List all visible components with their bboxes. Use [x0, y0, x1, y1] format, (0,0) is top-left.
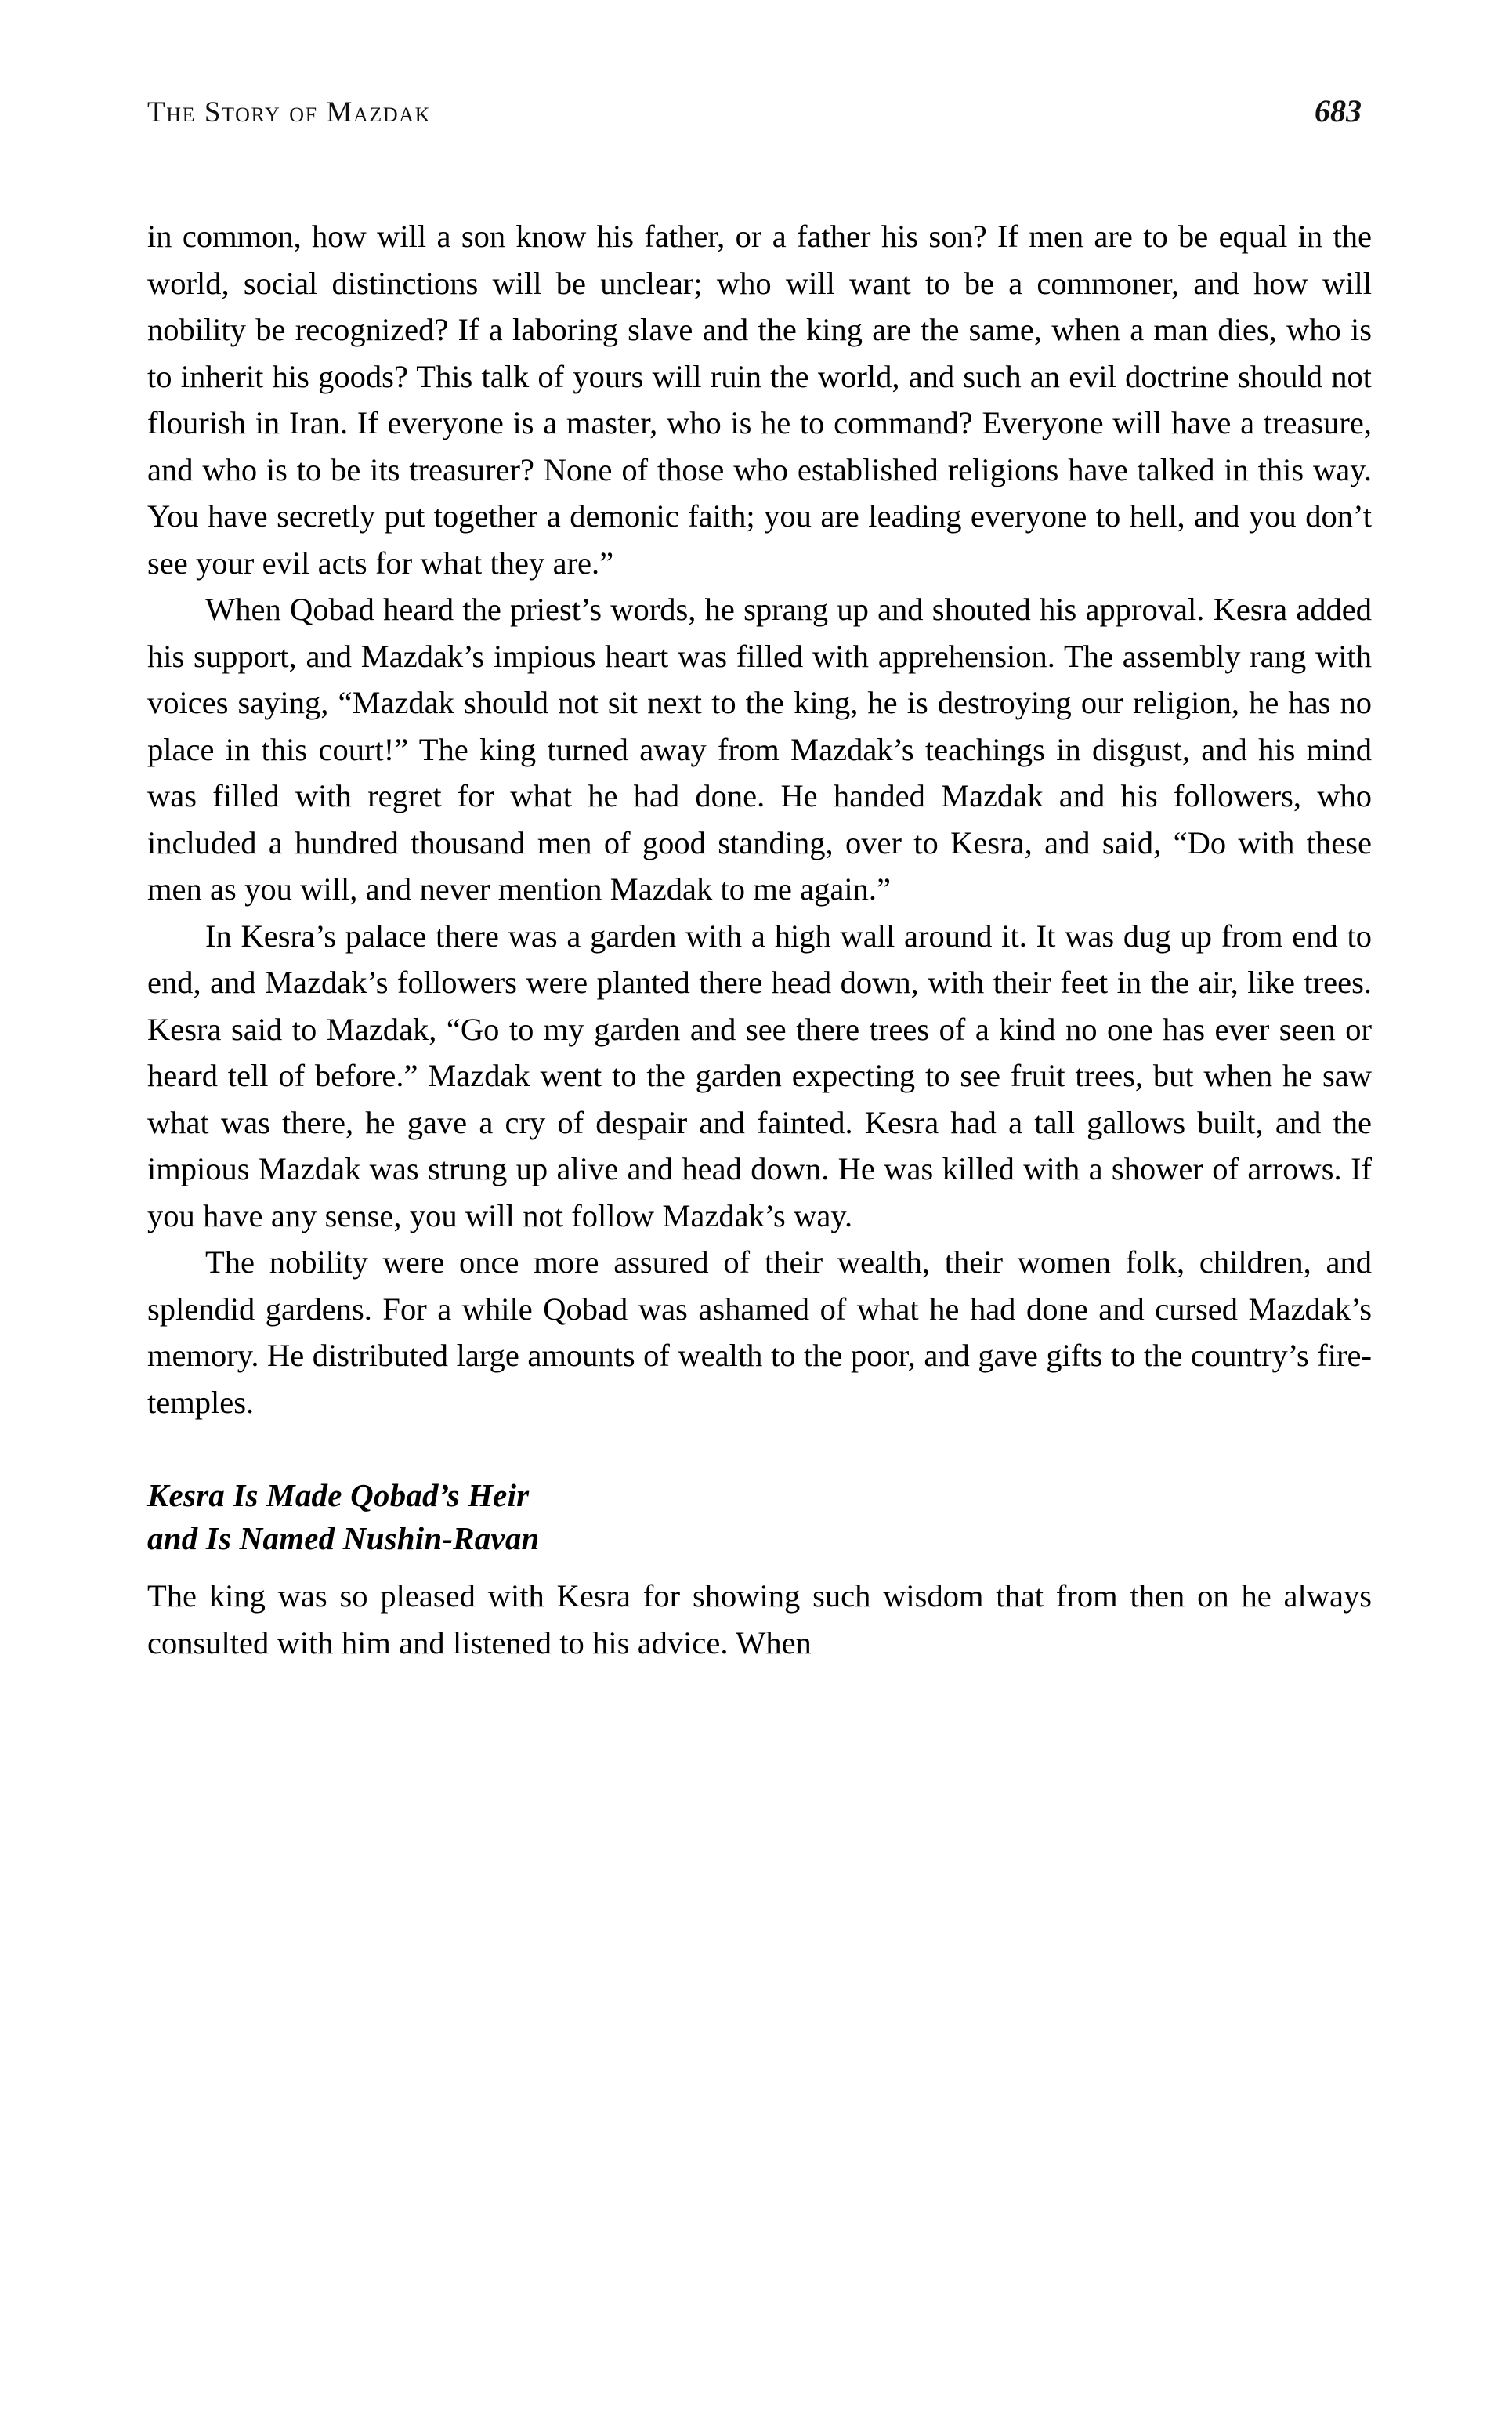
section-heading-line-2: and Is Named Nushin-Ravan — [147, 1520, 540, 1556]
text-block — [147, 213, 1372, 1666]
page-number: 683 — [1315, 93, 1362, 129]
paragraph-nobility-assured: The nobility were once more assured of their wealth, their women folk, children, and splendid gardens. For a while Qobad was ashamed of what he had done and cursed Mazdak’s memory. He distributed large amounts of wealth to the poor, and gave gifts to the country’s fire-temples. — [147, 1244, 1372, 1420]
running-head — [147, 92, 1366, 139]
paragraph-kesra-named-heir: The king was so pleased with Kesra for showing such wisdom that from then on he always consulted with him and listened to his advice. When — [147, 1578, 1372, 1661]
running-head-title: The Story of Mazdak — [147, 96, 431, 129]
paragraph-kesra-garden: In Kesra’s palace there was a garden with a high wall around it. It was dug up from end to end, and Mazdak’s followers were planted there head down, with their feet in the air, like trees. Kesra said to Mazdak, “Go to my garden and see there trees of a kind no one has ever seen or heard tell of before.” Mazdak went to the garden expecting to see fruit trees, but when he saw what was there, he gave a cry of despair and fainted. Kesra had a tall gallows built, and the impious Mazdak was strung up alive and head down. He was killed with a shower of arrows. If you have any sense, you will not follow Mazdak’s way. — [147, 918, 1372, 1233]
section-heading — [147, 1425, 1372, 1560]
paragraph-qobad-hears: When Qobad heard the priest’s words, he sprang up and shouted his approval. Kesra added his support, and Mazdak’s impious heart was filled with apprehension. The assembly rang with voices saying, “Mazdak should not sit next to the king, he is destroying our religion, he has no place in this court!” The king turned away from Mazdak’s teachings in disgust, and his mind was filled with regret for what he had done. He handed Mazdak and his followers, who included a hundred thousand men of good standing, over to Kesra, and said, “Do with these men as you will, and never mention Mazdak to me again.” — [147, 592, 1372, 907]
paragraph-mazdak-objection: in common, how will a son know his father, or a father his son? If men are to be equal in the world, social distinctions will be unclear; who will want to be a commoner, and how will nobility be recognized? If a laboring slave and the king are the same, when a man dies, who is to inherit his goods? This talk of yours will ruin the world, and such an evil doctrine should not flourish in Iran. If everyone is a master, who is he to command? Everyone will have a treasure, and who is to be its treasurer? None of those who established religions have talked in this way. You have secretly put together a demonic faith; you are leading everyone to hell, and you don’t see your evil acts for what they are.” — [147, 219, 1372, 581]
section-heading-line-1: Kesra Is Made Qobad’s Heir — [147, 1477, 530, 1513]
